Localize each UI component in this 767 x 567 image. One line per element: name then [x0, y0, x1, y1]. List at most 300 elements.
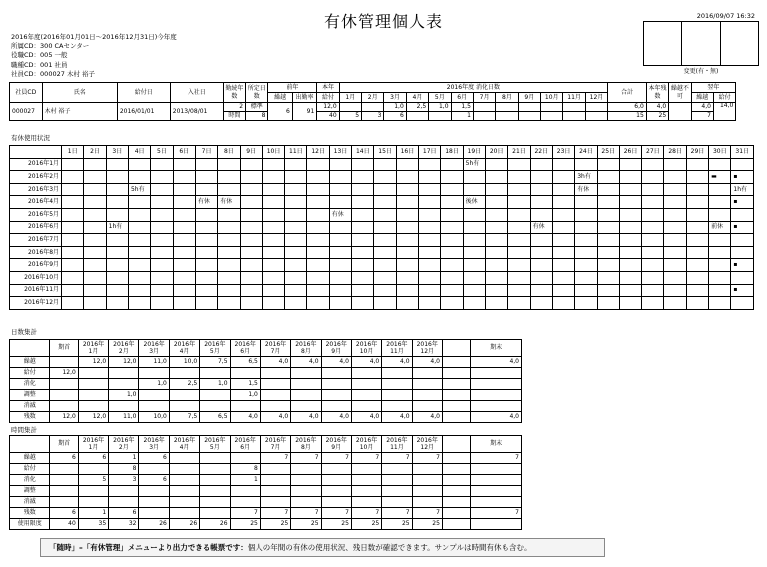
usage-cell	[642, 259, 664, 272]
emp-m1-hours: 5	[339, 112, 361, 121]
usage-cell	[664, 234, 686, 247]
usage-cell	[307, 221, 329, 234]
spacer	[736, 93, 759, 103]
emp-m9-days	[518, 103, 540, 112]
day_summary-row-label: 調整	[10, 390, 50, 401]
day_summary-cell: 4,0	[351, 412, 381, 423]
day_summary-cell: 10,0	[169, 357, 199, 368]
usage-day-header: 1日	[62, 146, 84, 159]
emp-next-carry-hours: 7	[691, 112, 713, 121]
usage-cell	[664, 271, 686, 284]
hour_summary-header-year: 2016年	[234, 437, 256, 444]
usage-cell	[508, 271, 530, 284]
day_summary-header	[291, 340, 321, 357]
usage-cell	[709, 234, 731, 247]
day_summary-cell	[442, 368, 470, 379]
usage-cell	[352, 297, 374, 310]
usage-day-header: 27日	[642, 146, 664, 159]
usage-cell	[240, 196, 262, 209]
usage-day-header: 6日	[173, 146, 195, 159]
usage-cell	[128, 196, 150, 209]
emp-m11-days	[563, 103, 585, 112]
day_summary-cell	[471, 368, 522, 379]
hour_summary-cell	[230, 497, 260, 508]
usage-cell	[352, 284, 374, 297]
usage-day-header: 7日	[195, 146, 217, 159]
usage-cell	[396, 246, 418, 259]
usage-cell: 有休	[530, 221, 552, 234]
emp-m5-days: 1,0	[429, 103, 451, 112]
usage-cell	[106, 208, 128, 221]
day_summary-cell	[412, 401, 442, 412]
hour_summary-header: 期首	[50, 436, 78, 453]
usage-cell	[128, 171, 150, 184]
table-row	[10, 297, 754, 310]
emp-prev-carry: 6	[268, 103, 292, 121]
usage-day-header: 15日	[374, 146, 396, 159]
usage-cell	[419, 196, 441, 209]
hour_summary-cell	[291, 475, 321, 486]
usage-day-header: 3日	[106, 146, 128, 159]
day_summary-cell	[260, 368, 290, 379]
usage-cell	[195, 171, 217, 184]
usage-cell	[642, 183, 664, 196]
usage-cell	[552, 208, 574, 221]
table-row	[10, 497, 522, 508]
day_summary-header-year: 2016年	[204, 341, 226, 348]
table-row	[10, 519, 522, 530]
usage-cell	[307, 171, 329, 184]
usage-month-label: 2016年3月	[10, 183, 62, 196]
day_summary-cell	[351, 390, 381, 401]
day_summary-header-month: 12月	[420, 348, 435, 355]
usage-cell	[664, 221, 686, 234]
hour_summary-cell: 6	[50, 508, 78, 519]
usage-cell	[731, 234, 754, 247]
usage-cell	[396, 259, 418, 272]
hour_summary-header	[291, 436, 321, 453]
usage-cell	[329, 271, 351, 284]
usage-day-header: 5日	[151, 146, 173, 159]
usage-cell	[218, 208, 240, 221]
day_summary-header	[78, 340, 108, 357]
usage-cell	[642, 221, 664, 234]
usage-calendar-table	[9, 145, 754, 310]
usage-cell	[307, 271, 329, 284]
emp-m7-days	[473, 103, 495, 112]
day_summary-cell	[50, 401, 78, 412]
hdr-month-8: 8月	[496, 93, 518, 103]
day_summary-cell	[442, 357, 470, 368]
usage-cell	[218, 259, 240, 272]
usage-cell	[352, 271, 374, 284]
usage-cell	[664, 297, 686, 310]
usage-cell	[195, 221, 217, 234]
hour_summary-cell	[471, 475, 522, 486]
day_summary-cell: 4,0	[351, 357, 381, 368]
usage-cell	[329, 171, 351, 184]
usage-cell	[463, 246, 485, 259]
usage-cell	[709, 297, 731, 310]
usage-cell	[173, 208, 195, 221]
day_summary-cell: 10,0	[139, 412, 169, 423]
hdr-total: 合計	[608, 83, 647, 103]
usage-cell	[552, 158, 574, 171]
usage-cell	[731, 271, 754, 284]
table-row	[10, 486, 522, 497]
usage-day-header: 21日	[508, 146, 530, 159]
usage-cell	[195, 183, 217, 196]
day-summary-table	[9, 339, 522, 423]
day_summary-cell: 11,0	[139, 357, 169, 368]
usage-cell	[508, 284, 530, 297]
usage-cell	[530, 196, 552, 209]
usage-cell	[396, 221, 418, 234]
hour_summary-header: 期末	[471, 436, 522, 453]
usage-cell	[575, 246, 597, 259]
usage-corner	[10, 146, 62, 159]
hour_summary-header	[169, 436, 199, 453]
usage-cell	[106, 271, 128, 284]
hdr-month-5: 5月	[429, 93, 451, 103]
usage-cell	[552, 246, 574, 259]
day_summary-cell	[230, 401, 260, 412]
table-row	[10, 357, 522, 368]
usage-month-label: 2016年11月	[10, 284, 62, 297]
hour_summary-cell: 8	[230, 464, 260, 475]
hour_summary-cell	[442, 519, 470, 530]
hour_summary-cell	[291, 497, 321, 508]
usage-cell	[240, 284, 262, 297]
hour_summary-cell	[169, 486, 199, 497]
hour_summary-cell	[412, 475, 442, 486]
hdr-month-1: 1月	[339, 93, 361, 103]
hour_summary-cell: 7	[471, 508, 522, 519]
usage-cell	[619, 158, 641, 171]
usage-cell	[262, 158, 284, 171]
usage-cell	[84, 246, 106, 259]
usage-cell: 有休	[575, 183, 597, 196]
hour_summary-cell: 7	[230, 508, 260, 519]
usage-cell	[709, 158, 731, 171]
usage-cell	[485, 271, 507, 284]
day_summary-cell	[139, 401, 169, 412]
day_summary-header	[139, 340, 169, 357]
usage-cell	[262, 246, 284, 259]
hour_summary-cell: 25	[291, 519, 321, 530]
emp-m7-hours	[473, 112, 495, 121]
usage-cell	[307, 183, 329, 196]
usage-cell	[240, 221, 262, 234]
table-row	[10, 158, 754, 171]
usage-cell	[709, 208, 731, 221]
usage-cell	[441, 196, 463, 209]
usage-cell	[195, 297, 217, 310]
usage-day-header: 18日	[441, 146, 463, 159]
usage-cell	[441, 171, 463, 184]
hdr-month-7: 7月	[473, 93, 495, 103]
usage-cell	[151, 171, 173, 184]
usage-cell	[62, 246, 84, 259]
hdr-month-6: 6月	[451, 93, 473, 103]
usage-cell	[195, 271, 217, 284]
day_summary-cell: 12,0	[78, 412, 108, 423]
hour_summary-header-month: 9月	[331, 444, 342, 451]
usage-cell	[664, 196, 686, 209]
usage-cell	[62, 158, 84, 171]
usage-cell	[374, 196, 396, 209]
usage-cell	[709, 246, 731, 259]
hour_summary-cell	[382, 464, 412, 475]
usage-cell	[619, 246, 641, 259]
hour_summary-header-month: 11月	[390, 444, 404, 451]
usage-cell	[686, 297, 708, 310]
usage-cell	[329, 259, 351, 272]
usage-cell	[485, 196, 507, 209]
hour_summary-header-year: 2016年	[173, 437, 196, 444]
usage-cell	[307, 297, 329, 310]
hour_summary-cell	[109, 497, 139, 508]
usage-cell	[552, 171, 574, 184]
usage-cell	[463, 234, 485, 247]
hour_summary-header	[109, 436, 139, 453]
usage-cell	[329, 221, 351, 234]
hour_summary-header-month: 1月	[88, 444, 99, 451]
table-row	[10, 401, 522, 412]
hour_summary-cell	[200, 475, 230, 486]
usage-cell	[218, 297, 240, 310]
usage-cell	[485, 171, 507, 184]
usage-cell	[508, 208, 530, 221]
day_summary-cell	[291, 390, 321, 401]
day_summary-header-month: 8月	[300, 348, 311, 355]
day_summary-header	[10, 340, 50, 357]
day_summary-header	[351, 340, 381, 357]
usage-month-label: 2016年6月	[10, 221, 62, 234]
usage-month-label: 2016年10月	[10, 271, 62, 284]
usage-cell	[218, 221, 240, 234]
usage-cell	[128, 271, 150, 284]
usage-cell	[285, 271, 307, 284]
hdr-month-2: 2月	[362, 93, 384, 103]
day_summary-cell	[50, 379, 78, 390]
usage-cell	[731, 246, 754, 259]
usage-cell	[597, 246, 619, 259]
day_summary-header-year: 2016年	[264, 341, 287, 348]
table-row	[10, 412, 522, 423]
usage-cell	[374, 297, 396, 310]
usage-cell	[62, 171, 84, 184]
day_summary-header-month: 10月	[359, 348, 374, 355]
usage-cell	[240, 259, 262, 272]
usage-cell	[731, 158, 754, 171]
usage-cell	[441, 183, 463, 196]
usage-cell	[709, 196, 731, 209]
usage-cell	[396, 284, 418, 297]
usage-cell	[307, 208, 329, 221]
usage-day-header: 14日	[352, 146, 374, 159]
hour_summary-cell: 6	[109, 508, 139, 519]
hour_summary-cell	[260, 486, 290, 497]
hour_summary-cell	[139, 464, 169, 475]
usage-cell	[619, 297, 641, 310]
usage-day-header: 24日	[575, 146, 597, 159]
usage-cell	[106, 158, 128, 171]
hour_summary-cell: 8	[109, 464, 139, 475]
hour_summary-cell	[321, 486, 351, 497]
hdr-curr-grant: 給付	[317, 93, 339, 103]
usage-cell	[508, 259, 530, 272]
usage-cell	[352, 183, 374, 196]
day_summary-cell	[169, 401, 199, 412]
day_summary-cell	[291, 379, 321, 390]
hdr-prev-carry: 繰越	[268, 93, 292, 103]
hour_summary-cell	[382, 497, 412, 508]
emp-next-grant: 14,0	[713, 103, 735, 121]
hour_summary-cell: 35	[78, 519, 108, 530]
day_summary-header-year: 2016年	[295, 341, 317, 348]
usage-cell	[575, 234, 597, 247]
day_summary-cell	[382, 390, 412, 401]
usage-cell	[508, 246, 530, 259]
day_summary-cell	[291, 368, 321, 379]
day_summary-cell: 1,0	[139, 379, 169, 390]
table-row	[10, 271, 754, 284]
usage-cell	[619, 221, 641, 234]
meta-employee: 社員CD：000027 木村 裕子	[11, 69, 95, 78]
hour_summary-header	[351, 436, 381, 453]
usage-cell	[530, 297, 552, 310]
day_summary-cell	[321, 401, 351, 412]
usage-cell	[463, 297, 485, 310]
hour_summary-header	[78, 436, 108, 453]
hour_summary-cell: 7	[291, 453, 321, 464]
hour_summary-cell	[260, 464, 290, 475]
hour-summary-title: 時間集計	[11, 426, 37, 434]
usage-cell	[597, 196, 619, 209]
hour_summary-cell	[50, 486, 78, 497]
usage-cell	[285, 158, 307, 171]
table-row	[10, 234, 754, 247]
usage-cell	[307, 158, 329, 171]
day_summary-header-year: 2016年	[82, 341, 105, 348]
usage-cell	[374, 158, 396, 171]
usage-cell	[441, 208, 463, 221]
usage-cell	[195, 234, 217, 247]
usage-day-header: 9日	[240, 146, 262, 159]
usage-cell	[128, 158, 150, 171]
usage-cell	[642, 297, 664, 310]
usage-cell	[686, 208, 708, 221]
hour_summary-header-month: 6月	[240, 444, 251, 451]
emp-m5-hours	[429, 112, 451, 121]
usage-cell	[597, 297, 619, 310]
usage-cell	[575, 259, 597, 272]
usage-cell	[374, 221, 396, 234]
usage-cell	[62, 284, 84, 297]
usage-cell	[151, 234, 173, 247]
hour_summary-cell	[78, 486, 108, 497]
day_summary-cell: 1,0	[109, 390, 139, 401]
hour_summary-cell: 1	[109, 453, 139, 464]
hour_summary-row-label: 残数	[10, 508, 50, 519]
usage-cell	[329, 284, 351, 297]
usage-cell: ▪	[731, 259, 754, 272]
emp-m8-hours	[496, 112, 518, 121]
usage-cell	[218, 158, 240, 171]
usage-day-header: 16日	[396, 146, 418, 159]
usage-cell	[106, 234, 128, 247]
approval-stamp-box	[643, 21, 759, 66]
usage-cell	[262, 183, 284, 196]
usage-day-header: 8日	[218, 146, 240, 159]
usage-cell	[597, 171, 619, 184]
table-row	[10, 221, 754, 234]
day_summary-cell	[260, 379, 290, 390]
table-row	[10, 453, 522, 464]
usage-cell: ▪	[731, 221, 754, 234]
usage-cell: ▪	[731, 284, 754, 297]
usage-cell	[686, 246, 708, 259]
day_summary-cell	[200, 401, 230, 412]
usage-cell	[374, 183, 396, 196]
usage-cell	[731, 208, 754, 221]
day_summary-header-month: 1月	[88, 348, 99, 355]
hour_summary-row-label: 使用限度	[10, 519, 50, 530]
hdr-join-date: 入社日	[170, 83, 223, 103]
day-summary-title: 日数集計	[11, 328, 37, 336]
day_summary-cell	[109, 401, 139, 412]
usage-cell	[419, 158, 441, 171]
footer-text: 個人の年間の有休の使用状況、残日数が確認できます。サンプルは時間有休も含む。	[247, 543, 532, 552]
usage-cell	[485, 246, 507, 259]
usage-cell	[62, 208, 84, 221]
hour_summary-cell	[412, 464, 442, 475]
usage-cell	[84, 158, 106, 171]
emp-standard: 標準	[246, 103, 268, 112]
usage-cell	[352, 234, 374, 247]
usage-cell	[262, 297, 284, 310]
usage-cell	[686, 171, 708, 184]
usage-cell	[285, 171, 307, 184]
usage-cell	[642, 284, 664, 297]
usage-cell	[262, 271, 284, 284]
emp-years: 2	[223, 103, 245, 112]
hour_summary-row-label: 繰越	[10, 453, 50, 464]
emp-m2-hours: 3	[362, 112, 384, 121]
usage-cell	[352, 221, 374, 234]
usage-cell	[419, 259, 441, 272]
usage-cell	[686, 259, 708, 272]
hour_summary-cell: 7	[351, 508, 381, 519]
spacer	[736, 112, 759, 121]
usage-cell	[419, 171, 441, 184]
usage-day-header: 31日	[731, 146, 754, 159]
day_summary-cell: 4,0	[471, 412, 522, 423]
usage-cell	[84, 259, 106, 272]
usage-cell	[664, 246, 686, 259]
emp-hours: 8	[246, 112, 268, 121]
emp-m4-days: 2,5	[406, 103, 428, 112]
usage-cell	[151, 183, 173, 196]
day_summary-cell: 12,0	[50, 368, 78, 379]
hour_summary-cell	[321, 475, 351, 486]
usage-cell	[329, 246, 351, 259]
hdr-month-12: 12月	[585, 93, 607, 103]
hour_summary-cell	[260, 497, 290, 508]
usage-cell	[575, 284, 597, 297]
usage-cell: ▬	[709, 171, 731, 184]
